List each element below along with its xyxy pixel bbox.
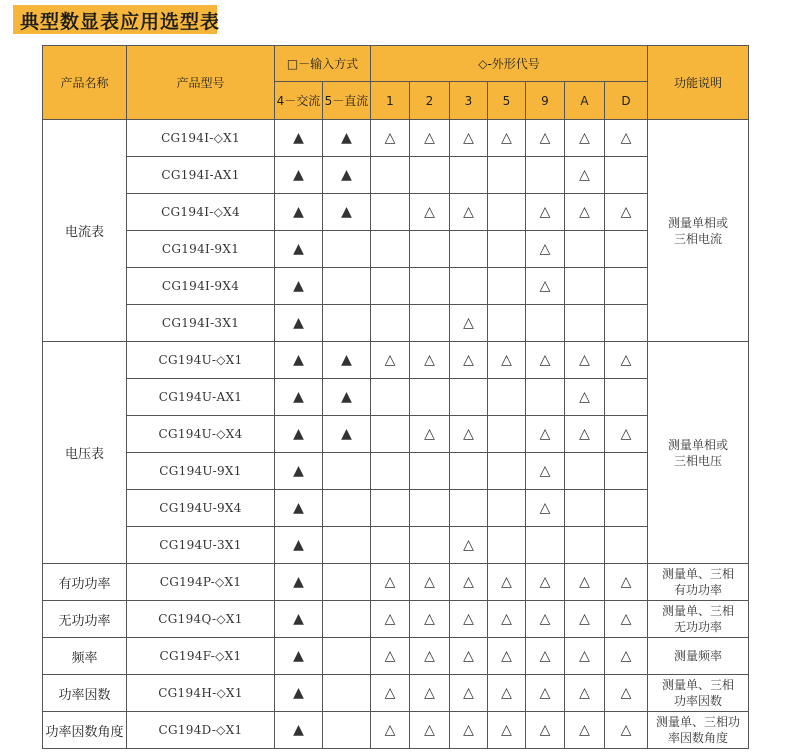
table-body <box>43 120 749 749</box>
shape-mark: △ <box>450 305 488 342</box>
header-shape-3: 3 <box>450 82 488 120</box>
header-input-method: □－输入方式 <box>275 46 371 82</box>
shape-mark: △ <box>565 601 605 638</box>
input-ac-mark: ▲ <box>275 379 323 416</box>
function-line: 率因数角度 <box>667 731 728 745</box>
product-model: CG194I-3X1 <box>127 305 275 342</box>
shape-mark: △ <box>526 268 565 305</box>
input-ac-mark: ▲ <box>275 490 323 527</box>
header-shape-9: 9 <box>526 82 565 120</box>
input-dc-mark <box>323 527 371 564</box>
product-model: CG194U-◇X4 <box>127 416 275 453</box>
header-shape-2: 2 <box>410 82 450 120</box>
product-category: 功率因数角度 <box>43 712 127 749</box>
shape-mark: △ <box>565 712 605 749</box>
shape-mark: △ <box>371 675 410 712</box>
shape-mark: △ <box>450 194 488 231</box>
shape-mark: △ <box>450 527 488 564</box>
shape-mark: △ <box>410 638 450 675</box>
product-category: 有功功率 <box>43 564 127 601</box>
shape-mark: △ <box>410 675 450 712</box>
table-row <box>43 712 749 749</box>
shape-mark: △ <box>488 120 526 157</box>
input-dc-mark <box>323 268 371 305</box>
shape-mark <box>565 453 605 490</box>
shape-mark <box>565 527 605 564</box>
shape-mark <box>450 231 488 268</box>
shape-mark <box>450 490 488 527</box>
shape-mark: △ <box>526 675 565 712</box>
shape-mark <box>450 453 488 490</box>
shape-mark <box>410 453 450 490</box>
function-line: 三相电压 <box>673 453 722 468</box>
input-ac-mark: ▲ <box>275 342 323 379</box>
function-description <box>648 675 749 712</box>
product-model: CG194U-3X1 <box>127 527 275 564</box>
shape-mark <box>410 268 450 305</box>
shape-mark <box>488 416 526 453</box>
shape-mark: △ <box>526 194 565 231</box>
shape-mark: △ <box>371 712 410 749</box>
shape-mark: △ <box>450 712 488 749</box>
function-description <box>648 601 749 638</box>
input-dc-mark <box>323 675 371 712</box>
function-line: 三相电流 <box>673 231 722 246</box>
table-row <box>43 564 749 601</box>
header-shape-code: ◇-外形代号 <box>371 46 648 82</box>
input-dc-mark: ▲ <box>323 120 371 157</box>
shape-mark <box>410 305 450 342</box>
shape-mark: △ <box>371 342 410 379</box>
input-dc-mark <box>323 453 371 490</box>
table-row <box>43 490 749 527</box>
shape-mark: △ <box>605 675 648 712</box>
input-ac-mark: ▲ <box>275 527 323 564</box>
shape-mark: △ <box>488 675 526 712</box>
table-row <box>43 305 749 342</box>
function-description <box>648 712 749 749</box>
shape-mark <box>526 157 565 194</box>
shape-mark <box>371 157 410 194</box>
shape-mark: △ <box>565 638 605 675</box>
shape-mark <box>488 305 526 342</box>
shape-mark <box>371 268 410 305</box>
function-line: 无功功率 <box>673 620 722 634</box>
table-row <box>43 416 749 453</box>
shape-mark: △ <box>526 564 565 601</box>
input-ac-mark: ▲ <box>275 675 323 712</box>
shape-mark: △ <box>488 601 526 638</box>
shape-mark: △ <box>526 712 565 749</box>
input-dc-mark: ▲ <box>323 342 371 379</box>
function-description <box>648 564 749 601</box>
shape-mark <box>410 157 450 194</box>
table-row <box>43 342 749 379</box>
table-row <box>43 638 749 675</box>
input-ac-mark: ▲ <box>275 120 323 157</box>
shape-mark: △ <box>410 601 450 638</box>
product-model: CG194I-AX1 <box>127 157 275 194</box>
shape-mark <box>565 231 605 268</box>
shape-mark <box>410 379 450 416</box>
table-row <box>43 453 749 490</box>
header-input-ac: 4－交流 <box>275 82 323 120</box>
shape-mark: △ <box>565 342 605 379</box>
table-row <box>43 527 749 564</box>
function-line: 测量频率 <box>673 649 722 663</box>
shape-mark: △ <box>526 120 565 157</box>
shape-mark <box>565 490 605 527</box>
input-dc-mark <box>323 712 371 749</box>
shape-mark <box>371 231 410 268</box>
shape-mark <box>605 305 648 342</box>
input-dc-mark <box>323 231 371 268</box>
shape-mark <box>371 490 410 527</box>
product-category: 电压表 <box>43 342 127 564</box>
shape-mark <box>371 194 410 231</box>
input-ac-mark: ▲ <box>275 268 323 305</box>
product-category: 频率 <box>43 638 127 675</box>
product-model: CG194F-◇X1 <box>127 638 275 675</box>
shape-mark: △ <box>565 675 605 712</box>
table-row <box>43 379 749 416</box>
shape-mark: △ <box>526 231 565 268</box>
function-line: 测量单相或 <box>667 437 728 452</box>
shape-mark: △ <box>450 342 488 379</box>
shape-mark <box>410 490 450 527</box>
header-shape-d: D <box>605 82 648 120</box>
shape-mark: △ <box>605 416 648 453</box>
table-row <box>43 120 749 157</box>
input-ac-mark: ▲ <box>275 416 323 453</box>
shape-mark: △ <box>526 601 565 638</box>
shape-mark <box>488 194 526 231</box>
shape-mark: △ <box>605 194 648 231</box>
input-ac-mark: ▲ <box>275 564 323 601</box>
shape-mark: △ <box>526 490 565 527</box>
header-shape-a: A <box>565 82 605 120</box>
shape-mark <box>488 453 526 490</box>
shape-mark: △ <box>565 157 605 194</box>
shape-mark <box>371 453 410 490</box>
function-line: 功率因数 <box>673 694 722 708</box>
shape-mark: △ <box>488 712 526 749</box>
shape-mark: △ <box>450 638 488 675</box>
shape-mark <box>450 379 488 416</box>
product-model: CG194H-◇X1 <box>127 675 275 712</box>
product-model: CG194Q-◇X1 <box>127 601 275 638</box>
shape-mark: △ <box>410 712 450 749</box>
table-row <box>43 268 749 305</box>
input-dc-mark <box>323 305 371 342</box>
input-dc-mark: ▲ <box>323 194 371 231</box>
product-model: CG194I-9X4 <box>127 268 275 305</box>
product-category: 功率因数 <box>43 675 127 712</box>
function-line: 测量单、三相 <box>661 567 734 581</box>
table-row <box>43 231 749 268</box>
shape-mark: △ <box>410 564 450 601</box>
shape-mark: △ <box>526 416 565 453</box>
function-line: 测量单、三相 <box>661 678 734 692</box>
product-model: CG194I-◇X1 <box>127 120 275 157</box>
shape-mark <box>605 453 648 490</box>
shape-mark <box>605 268 648 305</box>
shape-mark <box>526 527 565 564</box>
input-dc-mark <box>323 601 371 638</box>
shape-mark: △ <box>565 194 605 231</box>
shape-mark: △ <box>526 638 565 675</box>
shape-mark: △ <box>565 379 605 416</box>
shape-mark <box>488 379 526 416</box>
product-category: 电流表 <box>43 120 127 342</box>
shape-mark <box>450 268 488 305</box>
product-model: CG194U-9X1 <box>127 453 275 490</box>
product-model: CG194U-9X4 <box>127 490 275 527</box>
shape-mark: △ <box>605 712 648 749</box>
shape-mark: △ <box>450 601 488 638</box>
header-product-model: 产品型号 <box>127 46 275 120</box>
shape-mark <box>488 157 526 194</box>
shape-mark: △ <box>450 564 488 601</box>
product-model: CG194U-◇X1 <box>127 342 275 379</box>
shape-mark: △ <box>488 638 526 675</box>
shape-mark <box>371 379 410 416</box>
input-ac-mark: ▲ <box>275 157 323 194</box>
shape-mark: △ <box>565 416 605 453</box>
function-line: 有功功率 <box>673 583 722 597</box>
shape-mark: △ <box>565 564 605 601</box>
function-description <box>648 638 749 675</box>
shape-mark <box>450 157 488 194</box>
shape-mark: △ <box>371 120 410 157</box>
product-model: CG194P-◇X1 <box>127 564 275 601</box>
input-dc-mark: ▲ <box>323 157 371 194</box>
shape-mark: △ <box>371 564 410 601</box>
shape-mark <box>526 305 565 342</box>
product-model: CG194D-◇X1 <box>127 712 275 749</box>
selection-table <box>42 45 749 749</box>
shape-mark: △ <box>410 342 450 379</box>
shape-mark <box>488 268 526 305</box>
shape-mark <box>488 527 526 564</box>
input-ac-mark: ▲ <box>275 194 323 231</box>
input-ac-mark: ▲ <box>275 231 323 268</box>
shape-mark: △ <box>605 342 648 379</box>
table-row <box>43 157 749 194</box>
input-ac-mark: ▲ <box>275 638 323 675</box>
shape-mark: △ <box>410 120 450 157</box>
shape-mark: △ <box>410 194 450 231</box>
function-description <box>648 342 749 564</box>
input-ac-mark: ▲ <box>275 305 323 342</box>
shape-mark <box>605 157 648 194</box>
product-model: CG194I-9X1 <box>127 231 275 268</box>
shape-mark: △ <box>450 675 488 712</box>
shape-mark: △ <box>605 601 648 638</box>
table-header <box>43 46 749 120</box>
shape-mark: △ <box>605 120 648 157</box>
header-function: 功能说明 <box>648 46 749 120</box>
input-ac-mark: ▲ <box>275 453 323 490</box>
header-shape-5: 5 <box>488 82 526 120</box>
shape-mark: △ <box>526 453 565 490</box>
shape-mark: △ <box>450 416 488 453</box>
shape-mark: △ <box>410 416 450 453</box>
table-row <box>43 601 749 638</box>
input-dc-mark <box>323 638 371 675</box>
input-dc-mark <box>323 490 371 527</box>
shape-mark <box>488 490 526 527</box>
shape-mark: △ <box>371 601 410 638</box>
function-description <box>648 120 749 342</box>
shape-mark: △ <box>605 638 648 675</box>
table-row <box>43 675 749 712</box>
function-line: 测量单、三相 <box>661 604 734 618</box>
product-model: CG194U-AX1 <box>127 379 275 416</box>
shape-mark: △ <box>565 120 605 157</box>
header-input-dc: 5－直流 <box>323 82 371 120</box>
shape-mark: △ <box>371 638 410 675</box>
shape-mark <box>488 231 526 268</box>
shape-mark <box>605 527 648 564</box>
page-title: 典型数显表应用选型表 <box>20 11 221 33</box>
input-ac-mark: ▲ <box>275 712 323 749</box>
shape-mark <box>371 527 410 564</box>
shape-mark <box>526 379 565 416</box>
shape-mark <box>605 379 648 416</box>
input-dc-mark <box>323 564 371 601</box>
product-model: CG194I-◇X4 <box>127 194 275 231</box>
input-dc-mark: ▲ <box>323 379 371 416</box>
shape-mark <box>605 231 648 268</box>
shape-mark <box>605 490 648 527</box>
shape-mark: △ <box>526 342 565 379</box>
product-category: 无功功率 <box>43 601 127 638</box>
shape-mark: △ <box>488 564 526 601</box>
shape-mark <box>410 527 450 564</box>
header-product-name: 产品名称 <box>43 46 127 120</box>
table-row <box>43 194 749 231</box>
header-shape-1: 1 <box>371 82 410 120</box>
shape-mark <box>410 231 450 268</box>
input-dc-mark: ▲ <box>323 416 371 453</box>
shape-mark: △ <box>450 120 488 157</box>
shape-mark <box>565 268 605 305</box>
shape-mark <box>371 305 410 342</box>
shape-mark: △ <box>605 564 648 601</box>
shape-mark: △ <box>488 342 526 379</box>
shape-mark <box>371 416 410 453</box>
function-line: 测量单、三相功 <box>655 715 740 729</box>
shape-mark <box>565 305 605 342</box>
input-ac-mark: ▲ <box>275 601 323 638</box>
function-line: 测量单相或 <box>667 215 728 230</box>
